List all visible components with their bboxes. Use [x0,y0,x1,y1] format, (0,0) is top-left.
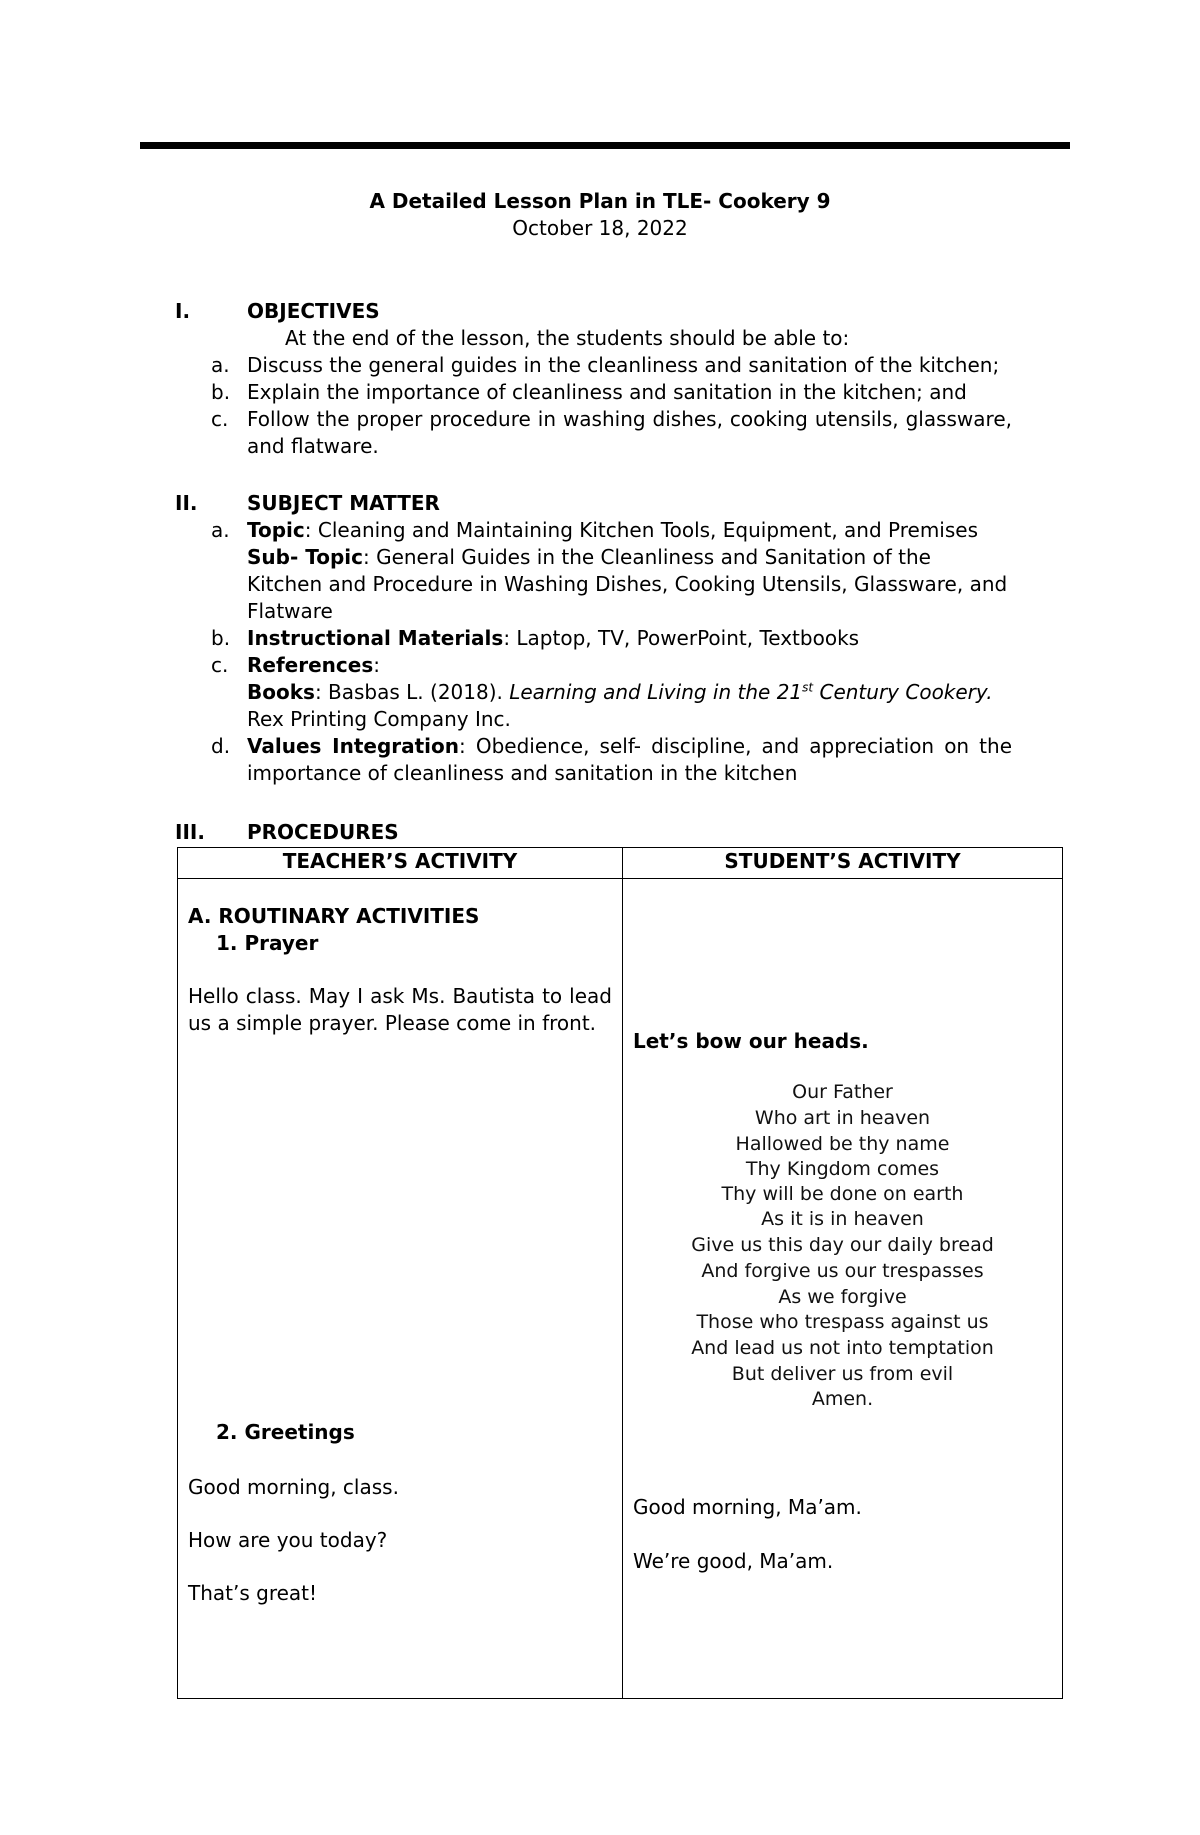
prayer-line: But deliver us from evil [731,1363,954,1385]
item-marker: c. [211,653,229,677]
references-colon: : [373,653,380,677]
item-text: Explain the importance of cleanliness and sanitation in the kitchen; and [247,380,967,404]
teacher-column-header: TEACHER’S ACTIVITY [178,848,623,879]
document-header [0,188,1200,242]
prayer-line: Amen. [811,1388,874,1410]
prayer-teacher-text: Hello class. May I ask Ms. Bautista to lead us a simple prayer. Please come in front. [188,984,612,1035]
procedures-table [177,847,1063,1699]
greetings-heading: 2. Greetings [216,1420,355,1444]
objectives-section [175,298,1075,460]
item-marker: d. [211,734,231,758]
prayer-line: Thy will be done on earth [721,1183,964,1205]
list-item [175,406,1012,460]
greeting-teacher-2: How are you today? [188,1528,388,1552]
book-title: Learning and Living in the 21 [509,680,803,704]
greeting-student-1: Good morning, Ma’am. [633,1495,862,1519]
greeting-student-2: We’re good, Ma’am. [633,1549,834,1573]
objectives-list [175,352,1060,460]
table-header-row [178,848,1063,879]
procedures-number: III. [175,820,205,844]
list-item-values [175,733,1012,787]
item-marker: b. [211,380,231,404]
table-row [178,879,1063,1699]
materials-text: : Laptop, TV, PowerPoint, Textbooks [503,626,860,650]
procedures-label: PROCEDURES [247,820,399,844]
document-date: October 18, 2022 [512,216,688,240]
prayer-heading: 1. Prayer [216,931,319,955]
prayer-line: Hallowed be thy name [735,1133,950,1155]
procedures-heading [175,819,1075,846]
values-label: Values Integration [247,734,460,758]
objectives-label: OBJECTIVES [247,299,380,323]
item-marker: a. [211,353,230,377]
prayer-line: Thy Kingdom comes [745,1158,940,1180]
list-item [175,379,1060,406]
publisher: Rex Printing Company Inc. [247,707,511,731]
subtopic-label: Sub- Topic [247,545,363,569]
prayer-line: Those who trespass against us [696,1311,989,1333]
prayer-line: Who art in heaven [754,1107,931,1129]
books-label: Books [247,680,315,704]
list-item-references [175,652,1060,733]
subject-matter-list [175,517,1060,787]
list-item [175,352,1060,379]
prayer-line: And forgive us our trespasses [701,1260,984,1282]
book-title-rest: Century Cookery. [813,680,993,704]
prayer-line: As it is in heaven [761,1208,924,1230]
prayer-student-text: Let’s bow our heads. [633,1029,869,1053]
materials-label: Instructional Materials [247,626,504,650]
document-title: A Detailed Lesson Plan in TLE- Cookery 9 [369,189,831,213]
item-text: Discuss the general guides in the cleanliness and sanitation of the kitchen; [247,353,1000,377]
procedures-section [175,819,1075,846]
prayer-line: Our Father [792,1081,893,1103]
objectives-number: I. [175,299,191,323]
objectives-heading [175,298,1075,325]
item-marker: b. [211,626,231,650]
top-rule [140,142,1070,149]
student-column-header: STUDENT’S ACTIVITY [623,848,1063,879]
greeting-teacher-1: Good morning, class. [188,1475,399,1499]
prayer-line: Give us this day our daily bread [691,1234,994,1256]
prayer-line: As we forgive [778,1286,907,1308]
item-marker: a. [211,518,230,542]
subtopic-text: : General Guides in the Cleanliness and Sanitation of the Kitchen and Procedure in Washing Dishes, Cooking Utensils, Glassware, and Flatware [247,545,1008,623]
topic-label: Topic [247,518,305,542]
subject-matter-label: SUBJECT MATTER [247,491,440,515]
subject-matter-heading [175,490,1075,517]
item-marker: c. [211,407,229,431]
item-text: Follow the proper procedure in washing dishes, cooking utensils, glassware, and flatware. [247,407,1012,458]
prayer-line: And lead us not into temptation [691,1337,994,1359]
values-text: : Obedience, self- discipline, and appreciation on the importance of cleanliness and sanitation in the kitchen [247,734,1013,785]
list-item-materials [175,625,1060,652]
greeting-teacher-3: That’s great! [188,1581,318,1605]
topic-text: : Cleaning and Maintaining Kitchen Tools, Equipment, and Premises [304,518,978,542]
teacher-cell [178,879,623,1699]
subject-matter-section [175,490,1075,787]
objectives-intro: At the end of the lesson, the students should be able to: [285,326,850,350]
subject-matter-number: II. [175,491,198,515]
list-item-topic [175,517,1012,625]
books-text: : Basbas L. (2018). [314,680,510,704]
student-cell [623,879,1063,1699]
references-label: References [247,653,374,677]
book-title-superscript: st [802,680,814,695]
routinary-heading: A. ROUTINARY ACTIVITIES [188,904,480,928]
